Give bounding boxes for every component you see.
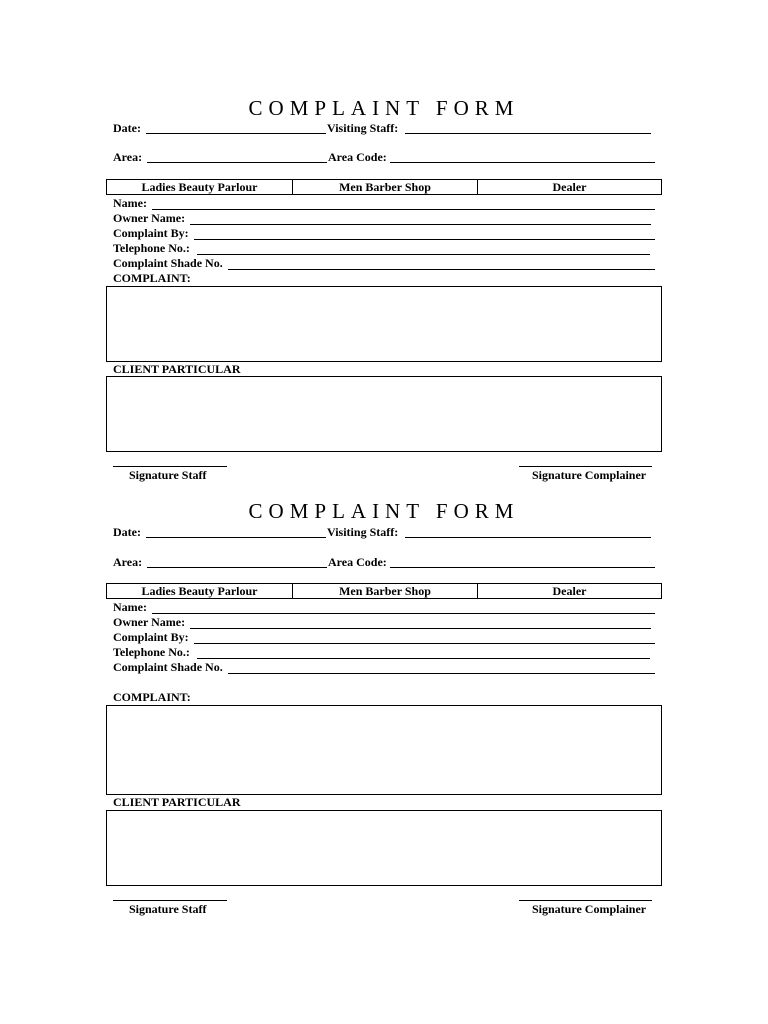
- area-label: Area:: [113, 150, 143, 164]
- complaint-by-label: Complaint By:: [113, 226, 189, 240]
- area-code-field[interactable]: [390, 567, 655, 568]
- date-label: Date:: [113, 121, 141, 135]
- area-label: Area:: [113, 555, 143, 569]
- business-type-dealer[interactable]: Dealer: [477, 180, 661, 194]
- signature-complainer-label: Signature Complainer: [532, 902, 647, 916]
- complaint-label: COMPLAINT:: [113, 690, 191, 704]
- business-type-ladies-parlour[interactable]: Ladies Beauty Parlour: [141, 584, 258, 598]
- telephone-label: Telephone No.:: [113, 241, 190, 255]
- date-field[interactable]: [146, 133, 326, 134]
- signature-staff-label: Signature Staff: [129, 902, 207, 916]
- business-type-table: [106, 583, 662, 599]
- owner-name-label: Owner Name:: [113, 211, 186, 225]
- date-field[interactable]: [146, 537, 326, 538]
- complaint-box[interactable]: [106, 286, 662, 362]
- name-label: Name:: [113, 600, 147, 614]
- telephone-label: Telephone No.:: [113, 645, 190, 659]
- business-type-dealer[interactable]: Dealer: [477, 584, 661, 598]
- complaint-by-label: Complaint By:: [113, 630, 189, 644]
- visiting-staff-field[interactable]: [405, 537, 651, 538]
- client-particular-label: CLIENT PARTICULAR: [113, 795, 241, 809]
- signature-staff-label: Signature Staff: [129, 468, 207, 482]
- date-label: Date:: [113, 525, 141, 539]
- area-field[interactable]: [147, 567, 327, 568]
- area-code-label: Area Code:: [328, 555, 387, 569]
- owner-name-field[interactable]: [190, 224, 651, 225]
- client-particular-label: CLIENT PARTICULAR: [113, 362, 241, 376]
- telephone-field[interactable]: [197, 254, 650, 255]
- area-field[interactable]: [147, 162, 327, 163]
- shade-field[interactable]: [228, 673, 655, 674]
- shade-label: Complaint Shade No.: [113, 256, 223, 270]
- name-field[interactable]: [152, 613, 655, 614]
- owner-name-field[interactable]: [190, 628, 651, 629]
- visiting-staff-field[interactable]: [405, 133, 651, 134]
- area-code-label: Area Code:: [328, 150, 387, 164]
- telephone-field[interactable]: [197, 658, 650, 659]
- business-type-table: [106, 179, 662, 195]
- shade-label: Complaint Shade No.: [113, 660, 223, 674]
- complaint-by-field[interactable]: [194, 643, 655, 644]
- business-type-barber-shop[interactable]: Men Barber Shop: [292, 584, 477, 598]
- complaint-box[interactable]: [106, 705, 662, 795]
- complaint-by-field[interactable]: [194, 239, 655, 240]
- form-title: COMPLAINT FORM: [248, 96, 520, 120]
- shade-field[interactable]: [228, 269, 655, 270]
- signature-complainer-line[interactable]: [519, 466, 652, 467]
- client-particular-box[interactable]: [106, 810, 662, 886]
- signature-staff-line[interactable]: [113, 466, 227, 467]
- signature-complainer-line[interactable]: [519, 900, 652, 901]
- visiting-staff-label: Visiting Staff:: [327, 525, 399, 539]
- name-field[interactable]: [152, 209, 655, 210]
- visiting-staff-label: Visiting Staff:: [327, 121, 399, 135]
- area-code-field[interactable]: [390, 162, 655, 163]
- owner-name-label: Owner Name:: [113, 615, 186, 629]
- client-particular-box[interactable]: [106, 376, 662, 452]
- business-type-ladies-parlour[interactable]: Ladies Beauty Parlour: [141, 180, 258, 194]
- form-title: COMPLAINT FORM: [248, 499, 520, 523]
- complaint-label: COMPLAINT:: [113, 271, 191, 285]
- signature-complainer-label: Signature Complainer: [532, 468, 647, 482]
- name-label: Name:: [113, 196, 147, 210]
- business-type-barber-shop[interactable]: Men Barber Shop: [292, 180, 477, 194]
- signature-staff-line[interactable]: [113, 900, 227, 901]
